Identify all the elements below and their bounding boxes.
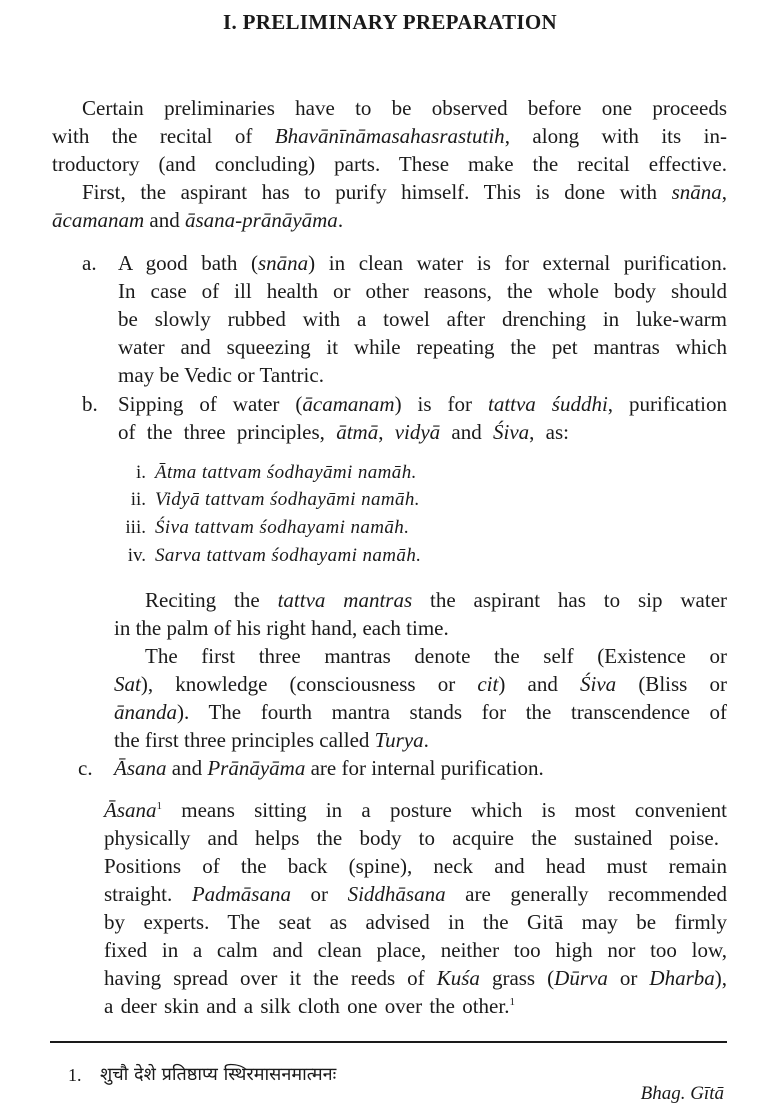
item-a-line: water and squeezing it while repeating the pet mantras which bbox=[118, 335, 727, 359]
asana-line: Positions of the back (spine), neck and head must remain bbox=[104, 854, 727, 878]
item-a-line: A good bath (snāna) in clean water is for external purification. bbox=[118, 251, 728, 275]
item-a-line: be slowly rubbed with a towel after drenching in luke-warm bbox=[118, 307, 727, 331]
footnote-sanskrit-text: शुचौ देशे प्रतिष्ठाप्य स्थिरमासनमात्मनः bbox=[100, 1064, 337, 1085]
intro-line: troductory (and concluding) parts. These make the recital effective. bbox=[52, 152, 727, 176]
item-b-followup-line: Reciting the tattva mantras the aspirant has to sip water bbox=[145, 588, 728, 612]
asana-line: having spread over it the reeds of Kuśa grass (Dūrva or Dharba), bbox=[104, 966, 728, 990]
mantra-marker: ii. bbox=[130, 489, 146, 510]
item-b-followup-line: ānanda). The fourth mantra stands for the transcendence of bbox=[114, 700, 727, 724]
list-marker-a: a. bbox=[82, 251, 97, 275]
item-b-followup-line: the first three principles called Turya. bbox=[114, 728, 429, 752]
item-b-followup-line: in the palm of his right hand, each time. bbox=[114, 616, 449, 640]
item-b-line: Sipping of water (ācamanam) is for tattva śuddhi, purification bbox=[118, 392, 727, 416]
intro-line: First, the aspirant has to purify himself. This is done with snāna, bbox=[82, 180, 727, 204]
item-b-followup-line: The first three mantras denote the self (Existence or bbox=[145, 644, 727, 668]
footnote-source: Bhag. Gītā bbox=[640, 1083, 724, 1104]
mantra-text: Sarva tattvam śodhayami namāh. bbox=[155, 545, 422, 566]
footnote-number: 1. bbox=[68, 1065, 82, 1085]
item-b-followup-line: Sat), knowledge (consciousness or cit) and Śiva (Bliss or bbox=[114, 672, 727, 696]
mantra-text: Śiva tattvam śodhayami namāh. bbox=[155, 517, 410, 538]
list-marker-c: c. bbox=[78, 756, 93, 780]
asana-line: fixed in a calm and clean place, neither too high nor too low, bbox=[104, 938, 727, 962]
asana-line: a deer skin and a silk cloth one over the other.$^1$ bbox=[104, 994, 515, 1018]
item-b-line: of the three principles, ātmā, vidyā and Śiva, as: bbox=[118, 420, 569, 444]
footnote-divider bbox=[50, 1041, 727, 1043]
mantra-text: Ātma tattvam śodhayāmi namāh. bbox=[155, 462, 417, 483]
intro-line: Certain preliminaries have to be observed before one proceeds bbox=[82, 96, 727, 120]
item-a-line: In case of ill health or other reasons, the whole body should bbox=[118, 279, 727, 303]
asana-line: physically and helps the body to acquire the sustained poise. bbox=[104, 826, 719, 850]
chapter-heading: I. PRELIMINARY PREPARATION bbox=[223, 10, 557, 34]
mantra-marker: iv. bbox=[127, 545, 146, 566]
asana-line: Āsana$^1$ means sitting in a posture which is most convenient bbox=[104, 798, 727, 822]
item-a-line: may be Vedic or Tantric. bbox=[118, 363, 324, 387]
asana-line: by experts. The seat as advised in the Gitā may be firmly bbox=[104, 910, 727, 934]
mantra-text: Vidyā tattvam śodhayāmi namāh. bbox=[155, 489, 420, 510]
item-c-line: Āsana and Prānāyāma are for internal purification. bbox=[114, 756, 544, 780]
asana-line: straight. Padmāsana or Siddhāsana are generally recommended bbox=[104, 882, 727, 906]
intro-line: with the recital of Bhavānīnāmasahasrastutih, along with its in- bbox=[52, 124, 727, 148]
mantra-marker: i. bbox=[135, 462, 146, 483]
list-marker-b: b. bbox=[82, 392, 98, 416]
mantra-marker: iii. bbox=[125, 517, 146, 538]
intro-line: ācamanam and āsana-prānāyāma. bbox=[52, 208, 344, 232]
